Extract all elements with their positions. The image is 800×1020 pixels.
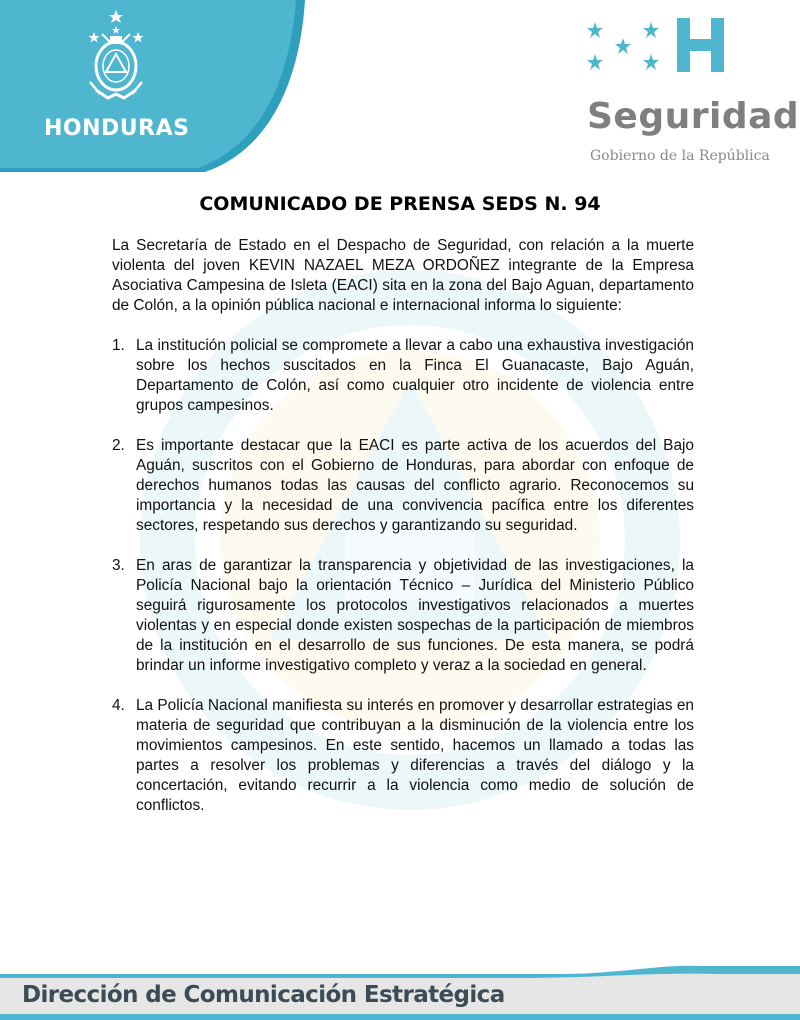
list-item-text: En aras de garantizar la transparencia y objetividad de las investigaciones, la Policía Nacional bajo la orientación Técnico – Jurídica del Ministerio Público seguirá rigurosamente los protocolos investigativos relacionados a muertes violentas y en especial donde existen sospechas de la participación de miembros de la institución en el desarrollo de sus funciones. De esta manera, se podrá brindar un informe investigativo completo y veraz a la sociedad en general. (136, 557, 694, 674)
numbered-list (112, 336, 694, 816)
list-item-text: Es importante destacar que la EACI es parte activa de los acuerdos del Bajo Aguán, suscritos con el Gobierno de Honduras, para abordar con enfoque de derechos humanos todas las causas del conflicto agrario. Reconocemos su importancia y la necesidad de una convivencia pacífica entre los diferentes sectores, respetando sus derechos y garantizando su seguridad. (136, 437, 694, 534)
country-name: HONDURAS (44, 116, 190, 141)
brand-h-icon (677, 18, 725, 74)
list-item (112, 556, 694, 676)
list-item (112, 336, 694, 416)
list-item-number: 2. (112, 437, 125, 454)
list-item-text: La Policía Nacional manifiesta su interés en promover y desarrollar estrategias en materia de seguridad que contribuyan a la disminución de la violencia entre los movimientos campesinos. En este sentido, hacemos un llamado a todas las partes a resolver los problemas y diferencias a través del diálogo y la concertación, evitando recurrir a la violencia como medio de solución de conflictos. (136, 697, 694, 814)
intro-paragraph: La Secretaría de Estado en el Despacho de Seguridad, con relación a la muerte violenta del joven KEVIN NAZAEL MEZA ORDOÑEZ integrante de la Empresa Asociativa Campesina de Isleta (EACI) sita en la zona del Bajo Aguan, departamento de Colón, a la opinión pública nacional e internacional informa lo siguiente: (112, 237, 694, 314)
list-item (112, 696, 694, 816)
brand-name: Seguridad (587, 96, 800, 137)
honduras-coat-of-arms-icon (80, 8, 152, 108)
list-item-number: 3. (112, 557, 125, 574)
list-item-text: La institución policial se compromete a llevar a cabo una exhaustiva investigación sobre los hechos suscitados en la Finca El Guanacaste, Bajo Aguán, Departamento de Colón, así como cualquier otro incidente de violencia entre grupos campesinos. (136, 337, 694, 414)
list-item (112, 436, 694, 536)
document-body (112, 236, 694, 836)
list-item-number: 1. (112, 337, 125, 354)
brand-subtitle: Gobierno de la República (590, 148, 770, 164)
letterhead-footer (0, 960, 800, 1020)
stars-icon (585, 18, 665, 78)
document-title: COMUNICADO DE PRENSA SEDS N. 94 (199, 193, 601, 215)
list-item-number: 4. (112, 697, 125, 714)
footer-department: Dirección de Comunicación Estratégica (22, 982, 505, 1008)
header-blue-band (0, 0, 320, 175)
letterhead-header (0, 0, 800, 175)
